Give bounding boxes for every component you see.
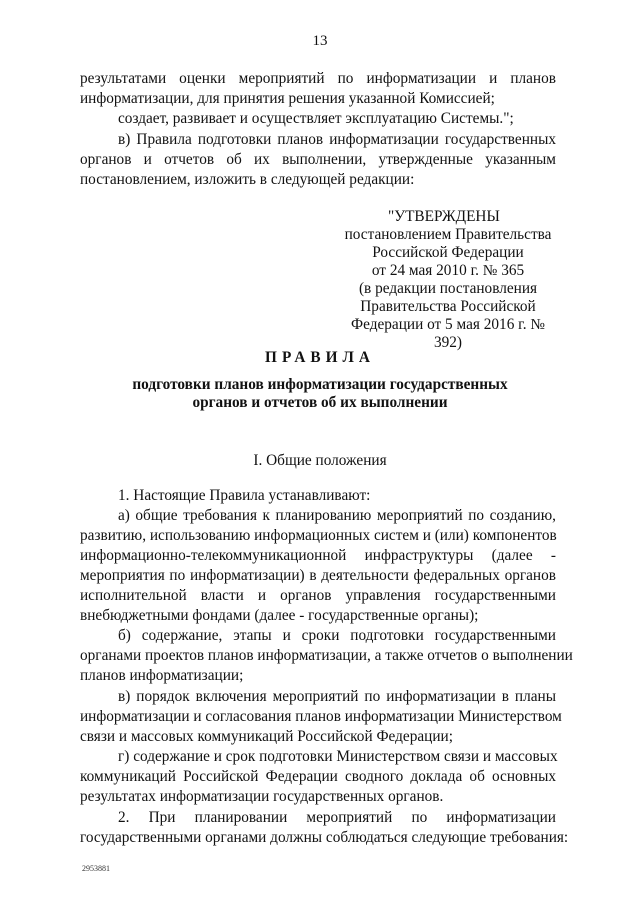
text-line: результатах информатизации государственных органов. [80,788,444,805]
text-line: а) общие требования к планированию мероприятий по созданию, [118,507,556,524]
text-line: б) содержание, этапы и сроки подготовки государственными [118,627,556,644]
page-number: 13 [312,33,328,49]
text-line: информатизации, для принятия решения указанной Комиссией; [80,90,495,107]
document-subtitle: органов и отчетов об их выполнении [192,394,448,411]
text-line: постановлением, изложить в следующей редакции: [80,171,415,188]
approval-line: постановлением Правительства [344,226,552,243]
text-line: развитию, использованию информационных систем и (или) компонентов [80,527,557,544]
text-line: органов и отчетов об их выполнении, утвержденные указанным [80,151,556,168]
text-line: информатизации и согласования планов информатизации Министерством [80,708,562,725]
approval-line: Правительства Российской [360,298,536,315]
text-line: 2. При планировании мероприятий по информатизации [118,809,556,826]
approval-block [340,208,556,352]
text-line: информационно-телекоммуникационной инфраструктуры (далее - [80,547,556,564]
text-line: органами проектов планов информатизации, а также отчетов о выполнении [80,647,573,664]
text-line: исполнительной власти и органов управления государственными [80,587,556,604]
approval-heading: "УТВЕРЖДЕНЫ [388,208,500,225]
document-subtitle: подготовки планов информатизации государственных [132,376,508,393]
text-line: государственными органами должны соблюдаться следующие требования: [80,829,569,846]
approval-line: Федерации от 5 мая 2016 г. № 392) [351,316,545,351]
text-line: коммуникаций Российской Федерации сводного доклада об основных [80,768,556,785]
text-line: создает, развивает и осуществляет эксплуатацию Системы."; [118,110,514,127]
approval-line: от 24 мая 2010 г. № 365 [371,262,525,279]
text-line: в) Правила подготовки планов информатизации государственных [118,131,556,148]
text-line: в) порядок включения мероприятий по информатизации в планы [118,688,556,705]
approval-line: (в редакции постановления [358,280,538,297]
text-line: 1. Настоящие Правила устанавливают: [118,487,371,504]
document-id: 2953881 [82,864,110,873]
text-line: внебюджетными фондами (далее - государственные органы); [80,607,479,624]
text-line: связи и массовых коммуникаций Российской Федерации; [80,728,453,745]
text-line: мероприятия по информатизации) в деятельности федеральных органов [80,567,556,584]
approval-line: Российской Федерации [372,244,524,261]
document-title: ПРАВИЛА [265,349,375,366]
text-line: г) содержание и срок подготовки Министерством связи и массовых [118,748,558,765]
text-line: планов информатизации; [80,667,244,684]
section-heading: I. Общие положения [253,452,387,469]
text-line: результатами оценки мероприятий по информатизации и планов [80,70,556,87]
